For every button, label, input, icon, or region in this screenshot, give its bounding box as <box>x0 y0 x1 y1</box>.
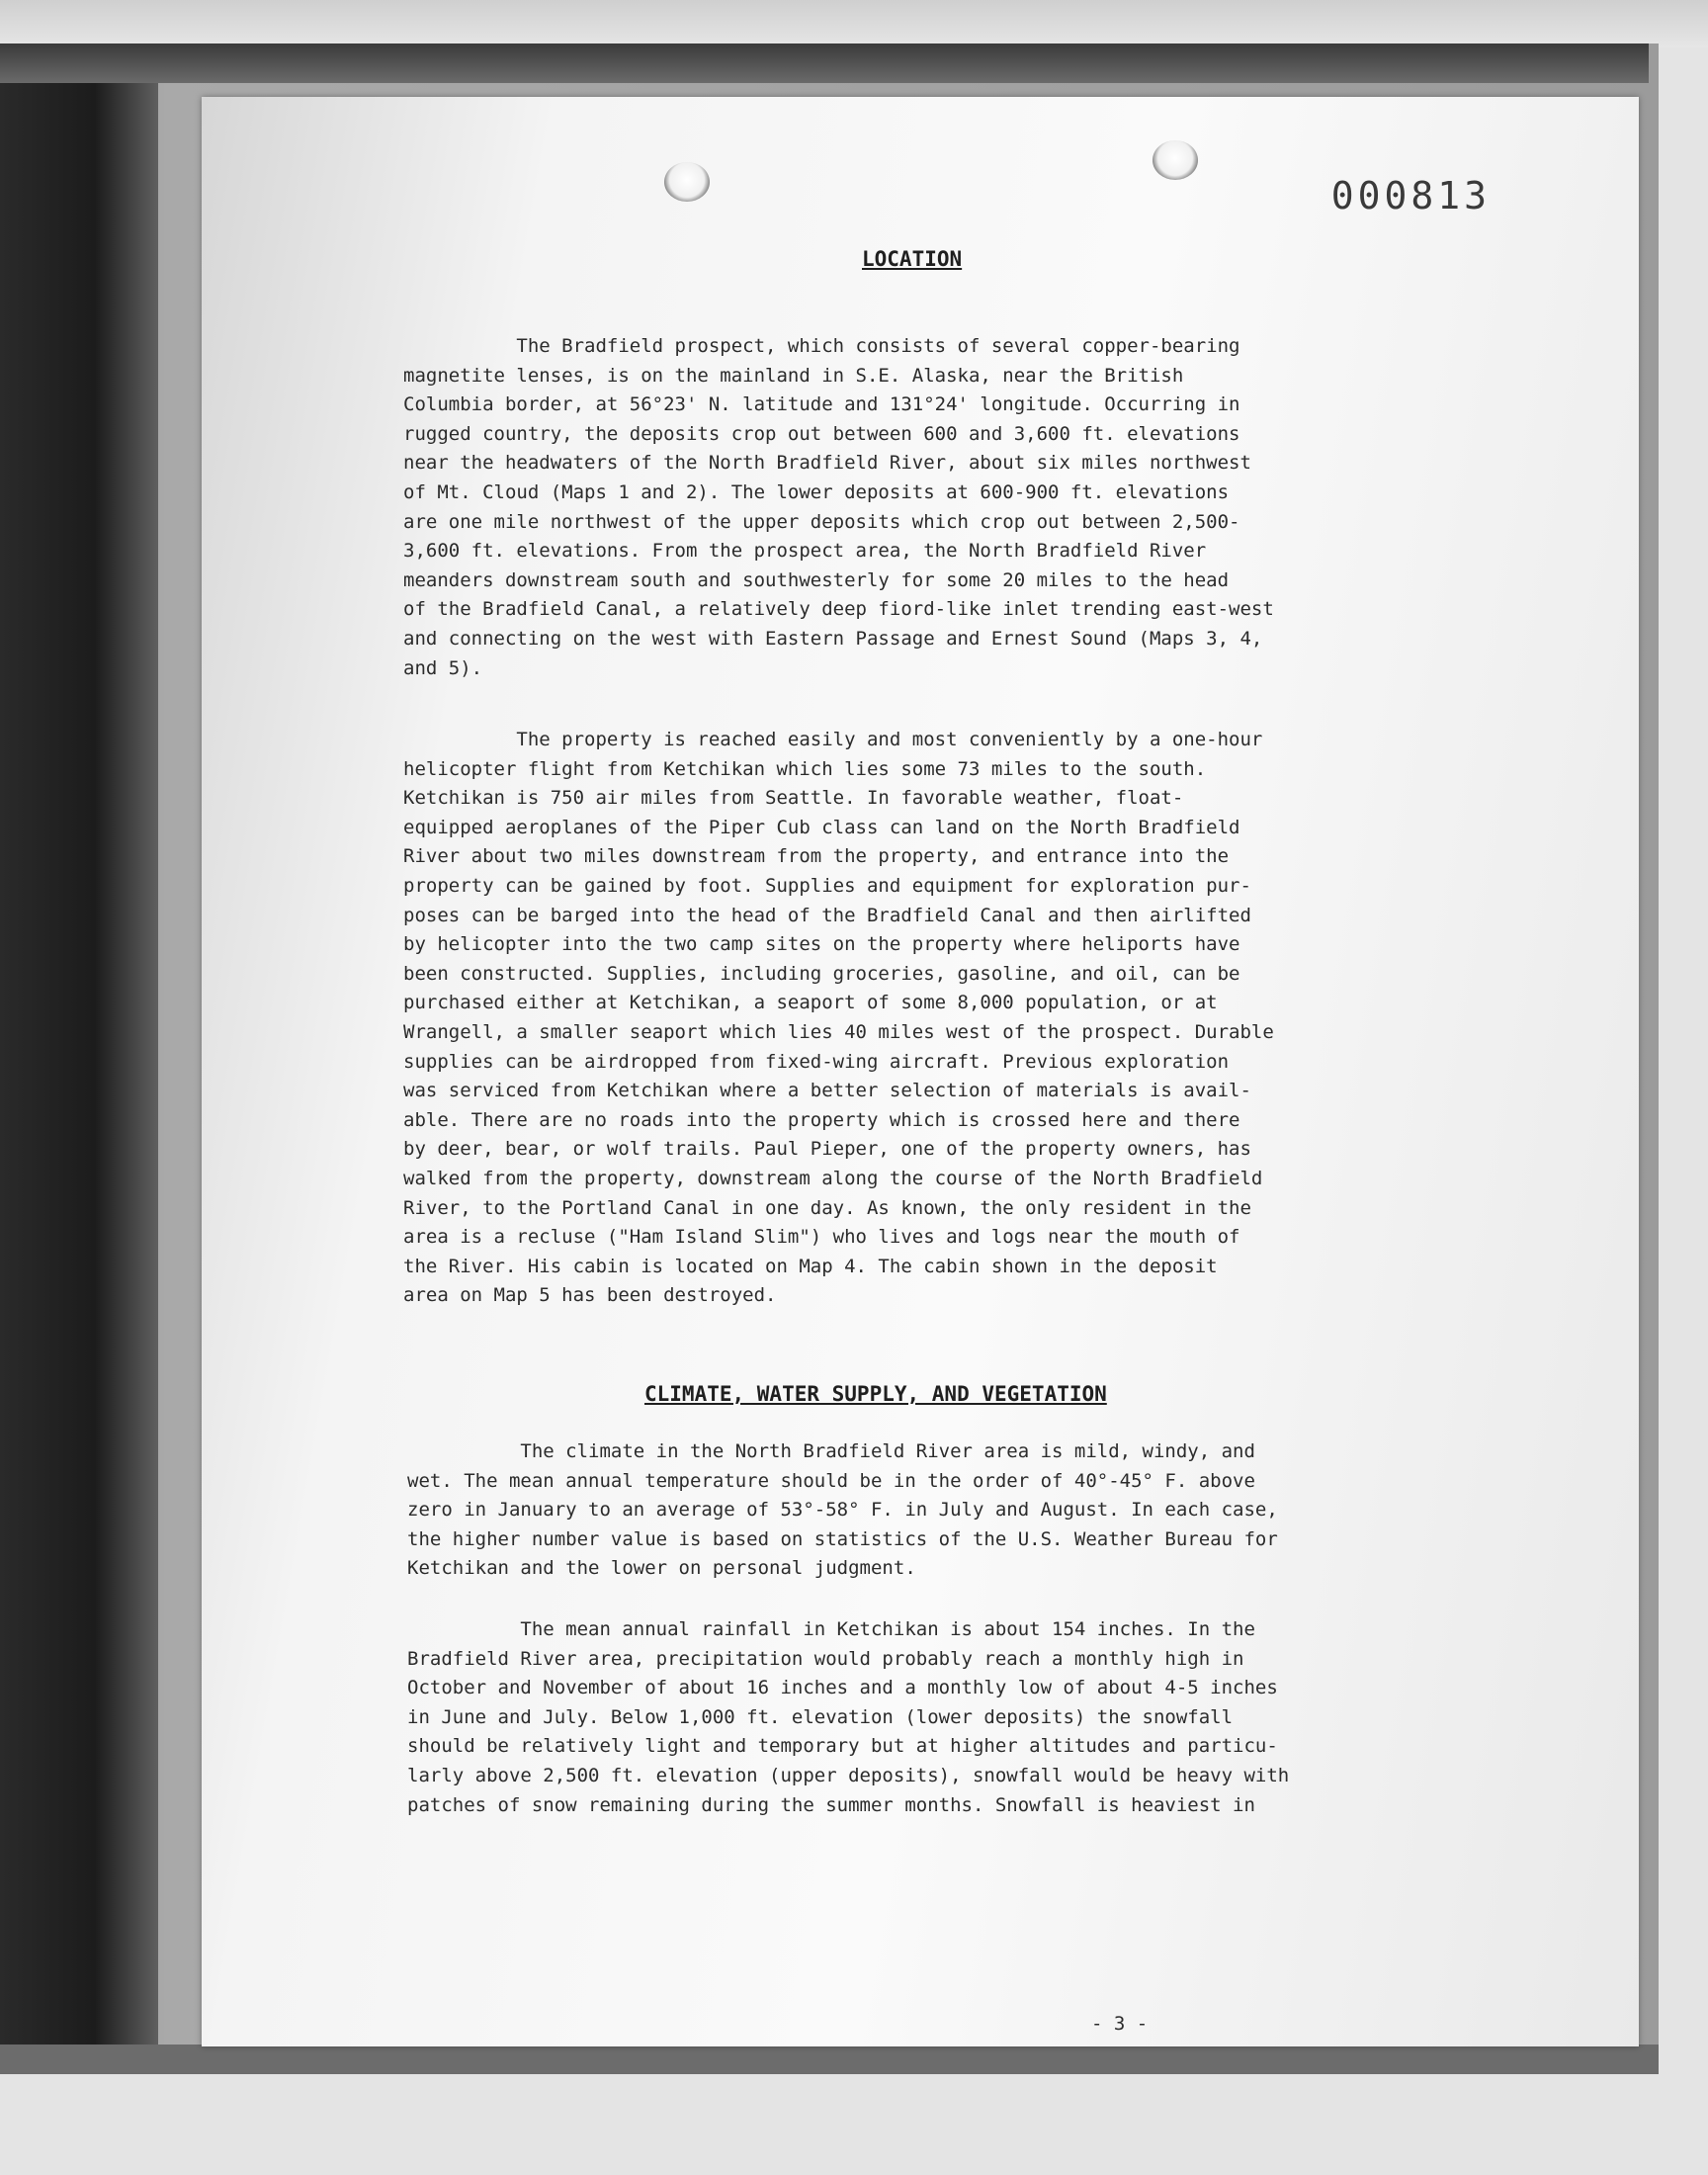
scan-top-margin <box>0 0 1708 47</box>
punch-hole-left <box>664 162 710 202</box>
binder-bottom-edge <box>0 2044 1659 2074</box>
binder-spine-shadow <box>0 44 158 2070</box>
binder-top-edge <box>0 44 1649 83</box>
section-title-climate: CLIMATE, WATER SUPPLY, AND VEGETATION <box>644 1382 1107 1406</box>
document-page <box>202 97 1639 2046</box>
paragraph-location-1: The Bradfield prospect, which consists of several copper-bearing magnetite lenses, is on the mainland in S.E. Alaska, near the British Columbia border, at 56°23' N. latitude and 131°24' longitude. Occurring in rugged country, the deposits crop out between 600 and 3,600 ft. elevations near the headwaters of the North Bradfield River, about six miles northwest of Mt. Cloud (Maps 1 and 2). The lower deposits at 600-900 ft. elevations are one mile northwest of the upper deposits which crop out between 2,500- 3,600 ft. elevations. From the prospect area, the North Bradfield River meanders downstream south and southwesterly for some 20 miles to the head of the Bradfield Canal, a relatively deep fiord-like inlet trending east-west and connecting on the west with Eastern Passage and Ernest Sound (Maps 3, 4, and 5). <box>403 335 1274 679</box>
section-title-location: LOCATION <box>862 247 963 271</box>
paragraph-climate-1: The climate in the North Bradfield River area is mild, windy, and wet. The mean annual temperature should be in the order of 40°-45° F. above zero in January to an average of 53°-58° F. in July and August. In each case, the higher number value is based on statistics of the U.S. Weather Bureau for Ketchikan and the lower on personal judgment. <box>407 1440 1278 1580</box>
punch-hole-right <box>1153 140 1198 180</box>
paragraph-climate-2: The mean annual rainfall in Ketchikan is about 154 inches. In the Bradfield River area, precipitation would probably reach a monthly high in October and November of about 16 inches and a monthly low of about 4-5 inches in June and July. Below 1,000 ft. elevation (lower deposits) the snowfall should be relatively light and temporary but at higher altitudes and particu- larly above 2,500 ft. elevation (upper deposits), snowfall would be heavy with patches of snow remaining during the summer months. Snowfall is heaviest in <box>407 1618 1290 1816</box>
paragraph-location-2: The property is reached easily and most conveniently by a one-hour helicopter flight from Ketchikan which lies some 73 miles to the south. Ketchikan is 750 air miles from Seattle. In favorable weather, float- equipped aeroplanes of the Piper Cub class can land on the North Bradfield River about two miles downstream from the property, and entrance into the property can be gained by foot. Supplies and equipment for exploration pur- poses can be barged into the head of the Bradfield Canal and then airlifted by helicopter into the two camp sites on the property where heliports have been constructed. Supplies, including groceries, gasoline, and oil, can be purchased either at Ketchikan, a seaport of some 8,000 population, or at Wrangell, a smaller seaport which lies 40 miles west of the prospect. Durable supplies can be airdropped from fixed-wing aircraft. Previous exploration was serviced from Ketchikan where a better selection of materials is avail- able. There are no roads into the property which is crossed here and there by deer, bear, or wolf trails. Paul Pieper, one of the property owners, has walked from the property, downstream along the course of the North Bradfield River, to the Portland Canal in one day. As known, the only resident in the area is a recluse ("Ham Island Slim") who lives and logs near the mouth of the River. His cabin is located on Map 4. The cabin shown in the deposit area on Map 5 has been destroyed. <box>403 729 1274 1307</box>
control-number-stamp: 000813 <box>1330 174 1491 218</box>
page-number: - 3 - <box>1091 2013 1149 2035</box>
